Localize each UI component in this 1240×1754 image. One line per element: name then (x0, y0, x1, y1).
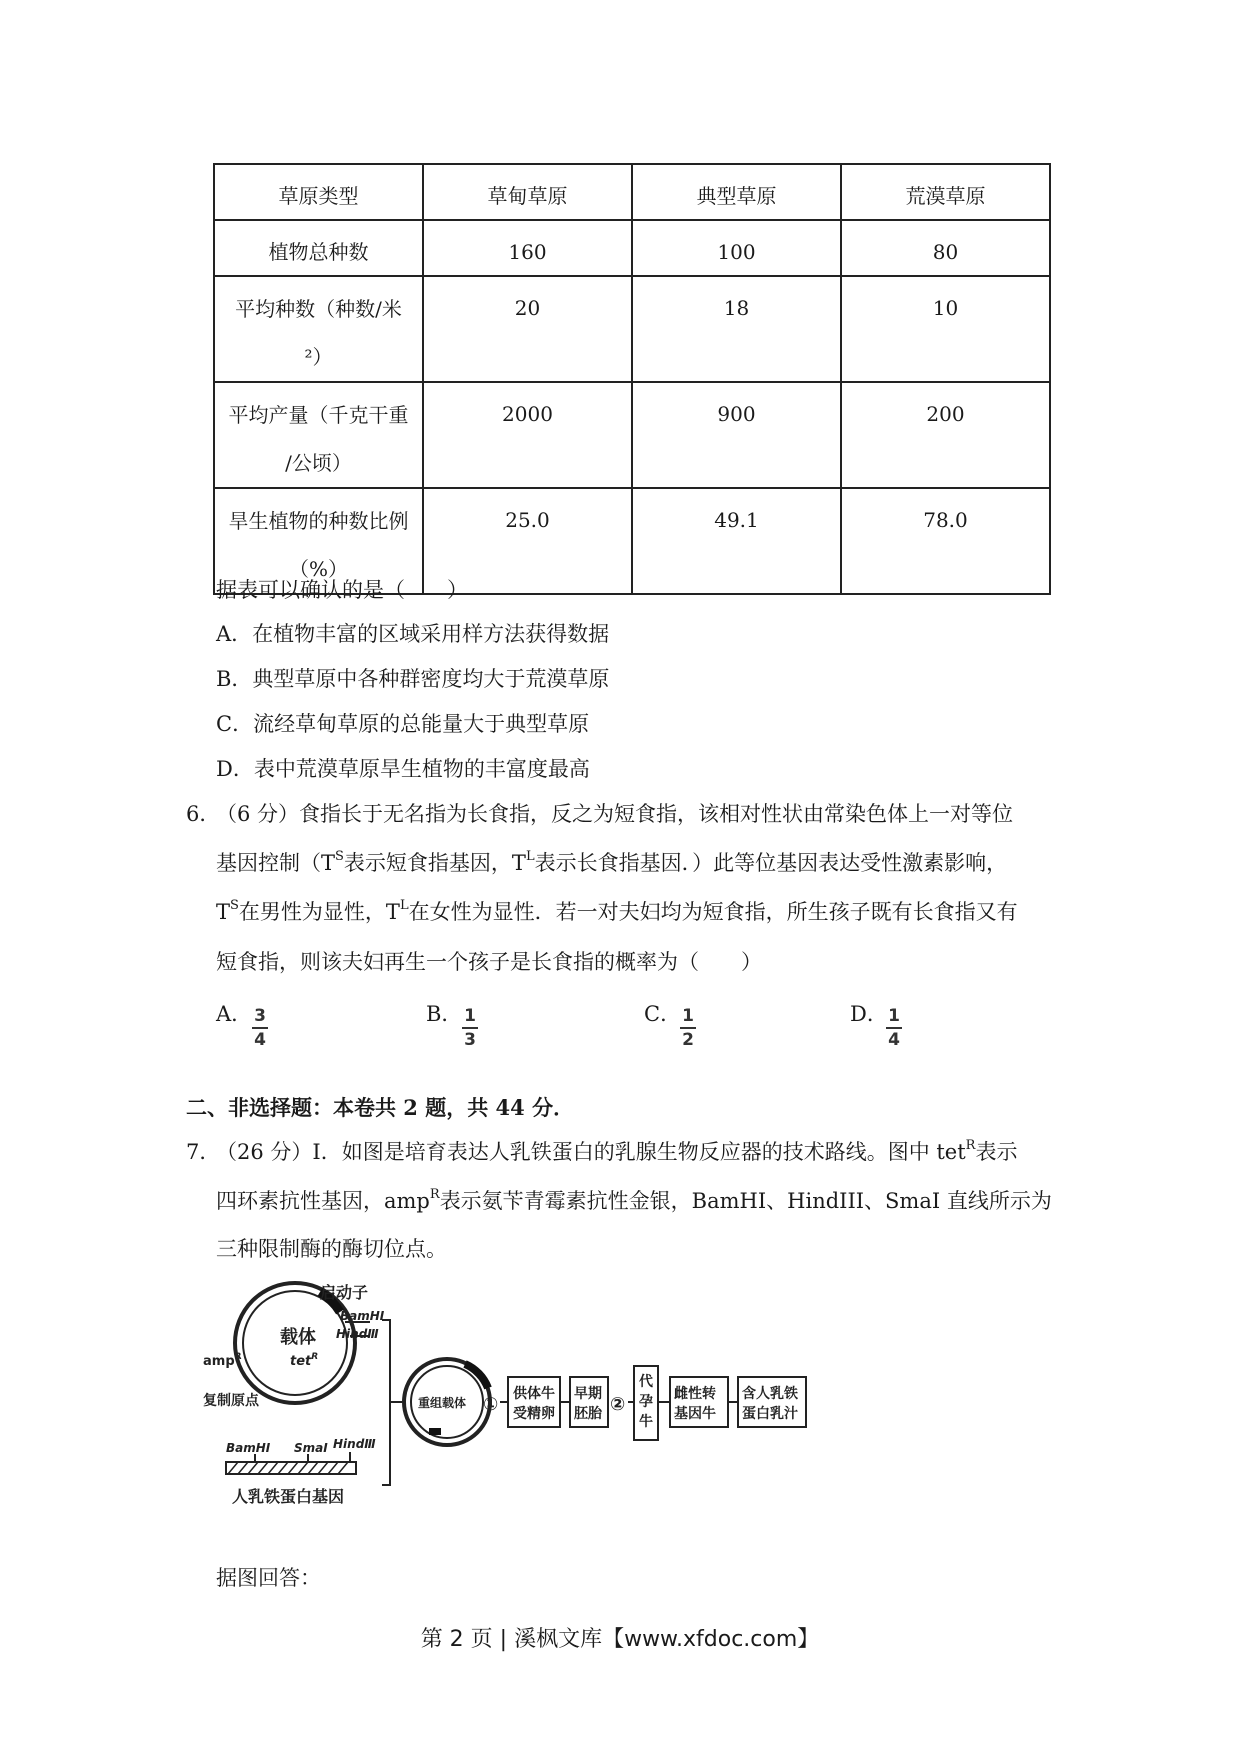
vector-bamhi-label: BamHⅠ (340, 1309, 385, 1323)
q6-line-4: 短食指，则该夫妇再生一个孩子是长食指的概率为（ ） (216, 950, 762, 974)
table-cell: 25.0 (423, 488, 632, 594)
row-label-line: 平均种数（种数/米 (235, 297, 402, 321)
table-cell: 200 (841, 382, 1050, 488)
vector-label: 载体 (280, 1327, 316, 1348)
box-text: 基因牛 (674, 1406, 716, 1422)
box-text: 牛 (639, 1414, 653, 1430)
q6-option-d-label: D． (850, 1002, 888, 1026)
row-label-line: 平均产量（千克干重 (228, 403, 409, 427)
q5-stem: 据表可以确认的是（ ） (216, 578, 468, 602)
gene-label: 人乳铁蛋白基因 (232, 1487, 345, 1506)
table-header-cell: 草甸草原 (423, 164, 632, 220)
row-label (214, 382, 423, 488)
row-label-line: （%） (288, 557, 348, 581)
vector-hind-label: HindⅢ (336, 1327, 379, 1341)
recombinant-plasmid (404, 1359, 490, 1445)
step-2-marker: ② (610, 1394, 626, 1415)
box-text: 早期 (574, 1386, 602, 1402)
q5-option-d: D．表中荒漠草原旱生植物的丰富度最高 (216, 757, 590, 781)
table-header-cell: 荒漠草原 (841, 164, 1050, 220)
table-cell: 10 (841, 276, 1050, 382)
box-text: 含人乳铁 (742, 1386, 798, 1402)
table-header-cell: 草原类型 (214, 164, 423, 220)
row-label-line: ²） (304, 345, 333, 369)
vector-plasmid (203, 1283, 385, 1409)
promoter-label: 启动子 (320, 1283, 369, 1302)
table-cell: 80 (841, 220, 1050, 276)
recomb-insert-segment (465, 1364, 488, 1388)
box-text: 代 (639, 1374, 653, 1390)
step-1-marker: ① (483, 1394, 499, 1415)
q6-line-3: $T^S$在男性为显性，$T^L$在女性为显性．若一对夫妇均为短食指，所生孩子既有长食指又有 (216, 898, 1018, 924)
tet-label: tet$^R$ (290, 1352, 319, 1369)
q6-line-1: （6 分）食指长于无名指为长食指，反之为短食指，该相对性状由常染色体上一对等位 (216, 802, 1014, 826)
q7-line-1: （26 分）Ⅰ．如图是培育表达人乳铁蛋白的乳腺生物反应器的技术路线。图中 tet$^R$表示 (216, 1138, 1018, 1164)
table-cell: 49.1 (632, 488, 841, 594)
q6-option-a-fraction: 3 4 (252, 1006, 268, 1050)
box-text: 孕 (639, 1394, 653, 1410)
recomb-label: 重组载体 (418, 1396, 467, 1410)
table-row (214, 276, 1050, 382)
section-heading: 二、非选择题：本卷共 2 题，共 44 分． (186, 1095, 575, 1120)
row-label-line: /公顷） (285, 451, 352, 475)
q7-answer-prompt: 据图回答： (216, 1566, 321, 1590)
combine-bracket (382, 1320, 402, 1485)
q5-option-a: A．在植物丰富的区域采用样方法获得数据 (216, 622, 610, 646)
box-text: 受精卵 (513, 1406, 555, 1422)
gene-sma-label: SmaⅠ (294, 1441, 328, 1455)
row-label: 植物总种数 (214, 220, 423, 276)
table-header-cell: 典型草原 (632, 164, 841, 220)
q6-option-d-fraction: 1 4 (886, 1006, 902, 1050)
table-header-row (214, 164, 1050, 220)
box-text: 供体牛 (513, 1386, 555, 1402)
q6-option-b-fraction: 1 3 (462, 1006, 478, 1050)
table-cell: 18 (632, 276, 841, 382)
box-text: 蛋白乳汁 (742, 1406, 798, 1422)
gene-fragment (226, 1437, 376, 1506)
grassland-table (213, 163, 1051, 595)
table-cell: 160 (423, 220, 632, 276)
q6-option-c-label: C． (644, 1002, 682, 1026)
q5-option-c: C．流经草甸草原的总能量大于典型草原 (216, 712, 590, 736)
recomb-marker (429, 1428, 441, 1435)
q6-option-c-fraction: 1 2 (680, 1006, 696, 1050)
amp-label: amp$^R$ (203, 1352, 242, 1369)
q6-option-a-label: A． (216, 1002, 253, 1026)
box-text: 雌性转 (674, 1386, 716, 1402)
q7-line-3: 三种限制酶的酶切位点。 (216, 1237, 447, 1261)
table-row (214, 220, 1050, 276)
table-cell: 100 (632, 220, 841, 276)
page-footer: 第 2 页 | 溪枫文库【www.xfdoc.com】 (420, 1627, 820, 1652)
q5-option-b: B．典型草原中各种群密度均大于荒漠草原 (216, 667, 610, 691)
row-label-line: 旱生植物的种数比例 (228, 509, 409, 533)
table-row (214, 382, 1050, 488)
q6-option-b-label: B． (426, 1002, 463, 1026)
q7-line-2: 四环素抗性基因，amp$^R$表示氨苄青霉素抗性金银，BamHI、HindIII、SmaI 直线所示为 (216, 1187, 1052, 1213)
table-cell: 900 (632, 382, 841, 488)
table-cell: 78.0 (841, 488, 1050, 594)
technical-route-diagram (203, 1280, 850, 1520)
table-cell: 20 (423, 276, 632, 382)
ori-label: 复制原点 (203, 1393, 259, 1409)
box-text: 胚胎 (574, 1406, 602, 1422)
row-label (214, 276, 423, 382)
q6-number: 6． (186, 802, 221, 826)
table-cell: 2000 (423, 382, 632, 488)
q7-number: 7． (186, 1140, 221, 1164)
gene-hind-label: HindⅢ (333, 1437, 376, 1451)
gene-bamhi-label: BamHⅠ (226, 1441, 271, 1455)
q6-line-2: 基因控制（$T^S$表示短食指基因，$T^L$表示长食指基因．）此等位基因表达受性激素影响， (216, 849, 1008, 875)
